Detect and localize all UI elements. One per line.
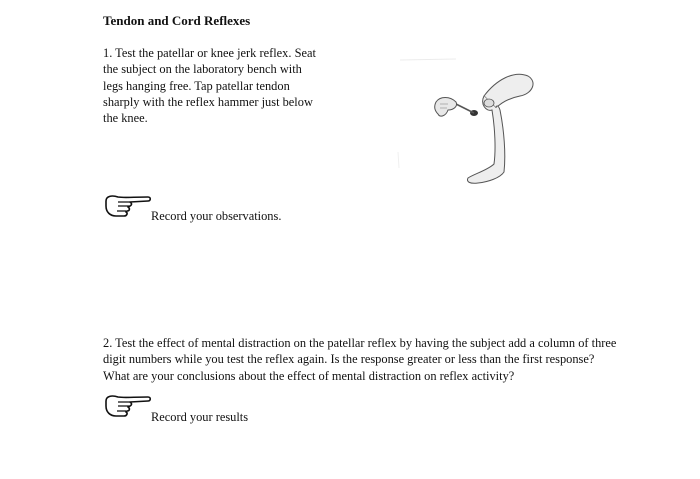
pointing-hand-icon bbox=[104, 392, 152, 420]
page-title: Tendon and Cord Reflexes bbox=[103, 13, 251, 28]
pointing-hand-icon bbox=[104, 192, 152, 220]
leg-reflex-hammer-illustration bbox=[396, 58, 566, 190]
question-1-line: the subject on the laboratory bench with bbox=[103, 62, 302, 77]
record-observations-text: Record your observations. bbox=[151, 209, 282, 223]
question-1-line: the knee. bbox=[103, 111, 148, 126]
question-1-line: 1. Test the patellar or knee jerk reflex. Seat bbox=[103, 46, 316, 60]
question-1-line: sharply with the reflex hammer just below bbox=[103, 94, 313, 109]
question-1-line: legs hanging free. Tap patellar tendon bbox=[103, 78, 290, 93]
question-2-text bbox=[103, 335, 616, 384]
question-1-text bbox=[103, 45, 316, 126]
question-2-line: digit numbers while you test the reflex again. Is the response greater or less than the first response? bbox=[103, 352, 595, 367]
record-results-text: Record your results bbox=[151, 410, 249, 424]
question-2-line: 2. Test the effect of mental distraction on the patellar reflex by having the subject add a column of three bbox=[103, 336, 617, 350]
question-2-line: What are your conclusions about the effect of mental distraction on reflex activity? bbox=[103, 368, 515, 383]
